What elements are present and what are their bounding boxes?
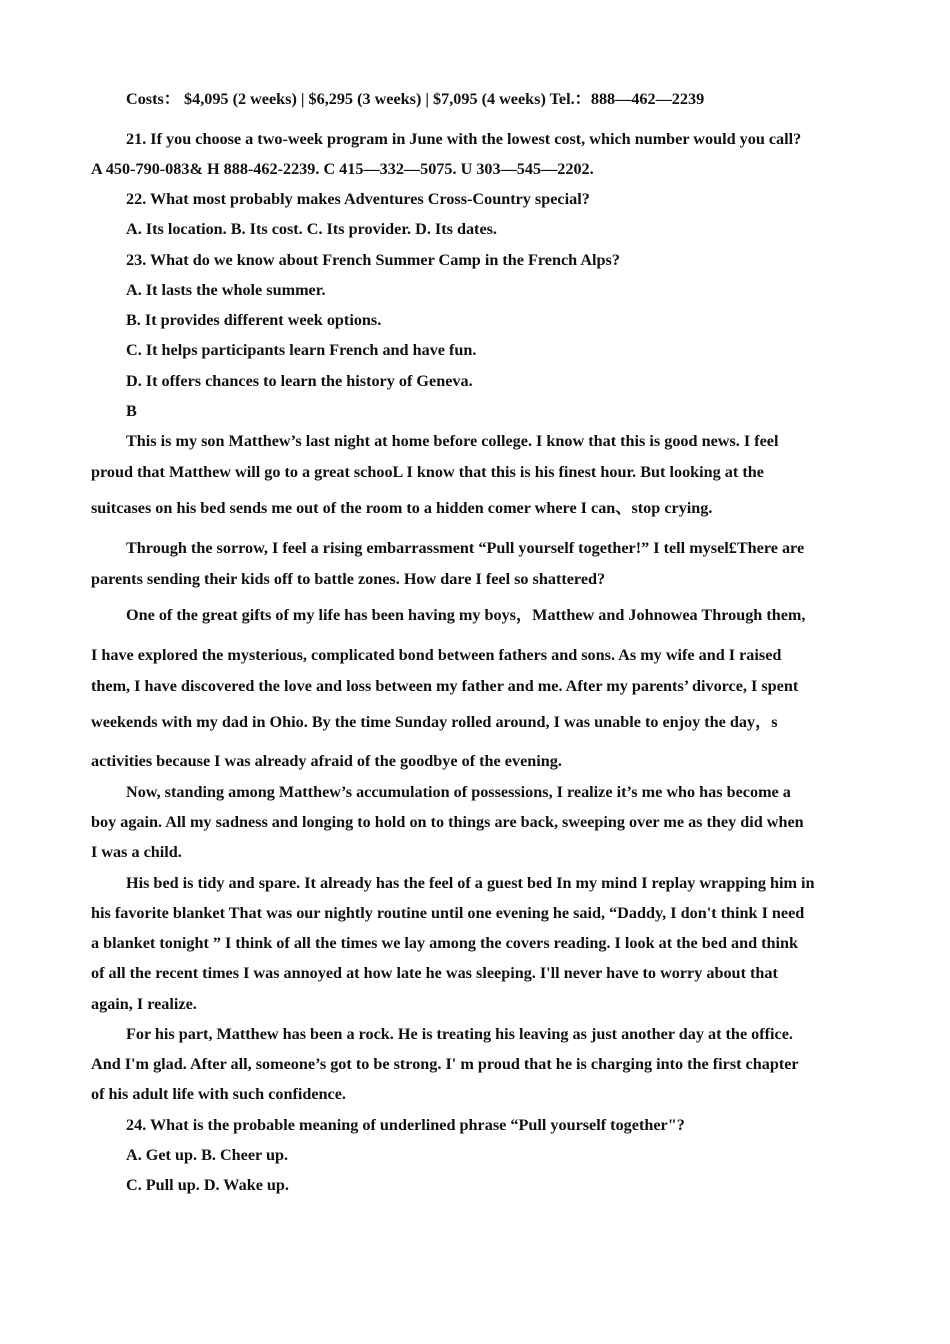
passage-line: parents sending their kids off to battle zones. How dare I feel so shattered? (91, 570, 606, 588)
passage-line: proud that Matthew will go to a great schooL I know that this is his finest hour. But looking at the (91, 463, 764, 481)
question-22-options: A. Its location. B. Its cost. C. Its provider. D. Its dates. (126, 220, 497, 238)
question-24-options-ab: A. Get up. B. Cheer up. (126, 1146, 289, 1164)
question-21: 21. If you choose a two-week program in June with the lowest cost, which number would you call? (126, 130, 802, 148)
passage-line: This is my son Matthew’s last night at home before college. I know that this is good news. I feel (126, 432, 779, 450)
passage-line: And I'm glad. After all, someone’s got to be strong. I' m proud that he is charging into the first chapter (91, 1055, 799, 1073)
passage-line: of his adult life with such confidence. (91, 1085, 346, 1103)
question-23-option-d: D. It offers chances to learn the history of Geneva. (126, 372, 473, 390)
passage-line: Through the sorrow, I feel a rising embarrassment “Pull yourself together!” I tell mysel£There are (126, 539, 805, 557)
question-23-option-b: B. It provides different week options. (126, 311, 382, 329)
passage-line: them, I have discovered the love and loss between my father and me. After my parents’ divorce, I spent (91, 677, 799, 695)
section-heading-b: B (126, 402, 137, 420)
question-23-option-c: C. It helps participants learn French and have fun. (126, 341, 477, 359)
passage-line: his favorite blanket That was our nightly routine until one evening he said, “Daddy, I don't think I need (91, 904, 805, 922)
question-21-options: A 450-790-083& H 888-462-2239. C 415—332—5075. U 303—545—2202. (91, 160, 594, 178)
costs-line: Costs： $4,095 (2 weeks) | $6,295 (3 weeks) | $7,095 (4 weeks) Tel.：888—462—2239 (126, 90, 705, 108)
passage-line: His bed is tidy and spare. It already has the feel of a guest bed In my mind I replay wrapping him in (126, 874, 815, 892)
question-23: 23. What do we know about French Summer Camp in the French Alps? (126, 251, 620, 269)
question-23-option-a: A. It lasts the whole summer. (126, 281, 326, 299)
question-24: 24. What is the probable meaning of underlined phrase “Pull yourself together"? (126, 1116, 685, 1134)
passage-line: boy again. All my sadness and longing to hold on to things are back, sweeping over me as they did when (91, 813, 804, 831)
passage-line: Now, standing among Matthew’s accumulation of possessions, I realize it’s me who has become a (126, 783, 791, 801)
passage-line: a blanket tonight ” I think of all the times we lay among the covers reading. I look at the bed and think (91, 934, 799, 952)
passage-line: One of the great gifts of my life has been having my boys，Matthew and Johnowea Through them, (126, 606, 806, 624)
passage-line: I was a child. (91, 843, 182, 861)
passage-line: activities because I was already afraid of the goodbye of the evening. (91, 752, 562, 770)
question-24-options-cd: C. Pull up. D. Wake up. (126, 1176, 289, 1194)
passage-line: of all the recent times I was annoyed at how late he was sleeping. I'll never have to worry about that (91, 964, 778, 982)
passage-line: again, I realize. (91, 995, 197, 1013)
passage-line: For his part, Matthew has been a rock. He is treating his leaving as just another day at the office. (126, 1025, 793, 1043)
passage-line: weekends with my dad in Ohio. By the time Sunday rolled around, I was unable to enjoy the day，s (91, 713, 778, 731)
passage-line: suitcases on his bed sends me out of the room to a hidden comer where I can、stop crying. (91, 499, 713, 517)
passage-line: I have explored the mysterious, complicated bond between fathers and sons. As my wife and I raised (91, 646, 782, 664)
question-22: 22. What most probably makes Adventures Cross-Country special? (126, 190, 590, 208)
